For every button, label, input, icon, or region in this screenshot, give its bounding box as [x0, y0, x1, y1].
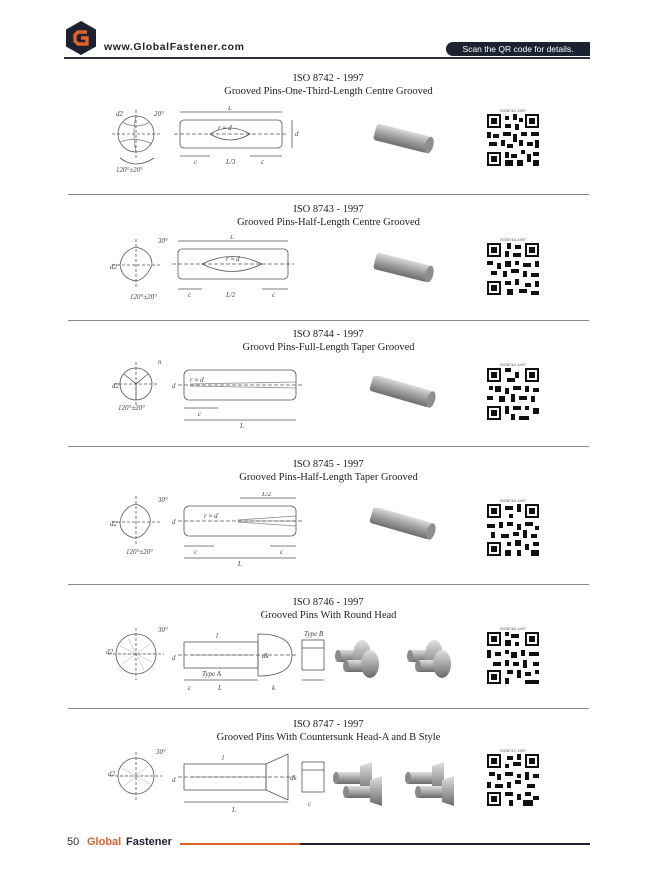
- label-angle: 30°: [158, 237, 168, 245]
- label-d: d: [172, 776, 176, 784]
- label-c: c: [280, 548, 284, 556]
- qr-label: ISO8747-1997: [499, 748, 527, 753]
- label-r: r ≈ d: [190, 376, 204, 384]
- section-divider: [68, 194, 589, 195]
- label-half: L/2: [226, 291, 236, 299]
- footer-brand-global: Global: [87, 836, 122, 848]
- label-l: l: [222, 754, 224, 762]
- qr-code-icon: [487, 114, 539, 166]
- qr-code-icon: [487, 754, 539, 806]
- label-d2: d2: [110, 520, 117, 528]
- part-name: Grooved Pins-One-Third-Length Centre Grooved: [224, 86, 433, 97]
- label-d: d: [172, 382, 176, 390]
- standard-number: ISO 8743 - 1997: [293, 204, 364, 215]
- qr-code[interactable]: [486, 748, 540, 808]
- label-angle-120: 120°±20°: [130, 293, 157, 301]
- site-url[interactable]: www.GlobalFastener.com: [104, 41, 245, 53]
- label-type-a: Type A: [202, 670, 221, 678]
- section-title: [68, 203, 589, 229]
- label-angle: 30°: [158, 496, 168, 504]
- label-l: l: [216, 632, 218, 640]
- label-c: c: [188, 291, 192, 299]
- qr-code-icon: [487, 504, 539, 556]
- label-d2: d2: [112, 382, 119, 390]
- label-L: L: [228, 106, 232, 112]
- part-name: Grooved Pins With Round Head: [260, 610, 397, 621]
- label-c: c: [261, 158, 265, 166]
- label-c: c: [188, 684, 192, 692]
- qr-label: ISO8744-1997: [499, 362, 527, 367]
- pin-product-image: [322, 634, 472, 680]
- footer-rule-accent: [180, 843, 300, 845]
- qr-label: ISO8746-1997: [499, 626, 527, 631]
- label-c: c: [272, 291, 276, 299]
- page-number: 50: [67, 836, 80, 848]
- label-d: d: [172, 518, 176, 526]
- section-title: [68, 72, 589, 98]
- qr-code[interactable]: [486, 108, 540, 168]
- technical-drawing: [106, 492, 306, 568]
- label-L: L: [232, 806, 236, 814]
- technical-drawing: [106, 235, 306, 305]
- label-n: n: [158, 358, 162, 366]
- footer-brand-fastener: Fastener: [126, 836, 172, 848]
- qr-code-icon: [487, 368, 539, 420]
- section-divider: [68, 708, 589, 709]
- pin-product-image: [368, 253, 438, 283]
- label-k: k: [272, 684, 276, 692]
- part-name: Groovd Pins-Full-Length Taper Grooved: [242, 342, 415, 353]
- pin-product-image: [366, 508, 440, 540]
- standard-number: ISO 8747 - 1997: [293, 719, 364, 730]
- label-d2: d2: [110, 263, 117, 271]
- label-angle: 30°: [158, 626, 168, 634]
- label-half: L/2: [262, 492, 272, 498]
- section-title: [68, 718, 589, 744]
- standard-number: ISO 8744 - 1997: [293, 329, 364, 340]
- section-iso-8746: [68, 596, 589, 708]
- qr-label: ISO8742-1997: [499, 108, 527, 113]
- page-footer: [64, 836, 590, 852]
- label-c: c: [194, 548, 198, 556]
- section-iso-8743: [68, 203, 589, 321]
- technical-drawing: [106, 106, 306, 176]
- label-angle-120: 120°±20°: [116, 166, 143, 174]
- label-c: c: [194, 158, 198, 166]
- qr-code[interactable]: [486, 626, 540, 686]
- label-L: L: [218, 684, 222, 692]
- label-d2: d2: [108, 770, 115, 778]
- qr-label: ISO8745-1997: [499, 498, 527, 503]
- label-d: d: [172, 654, 176, 662]
- pin-product-image: [366, 376, 440, 408]
- section-divider: [68, 320, 589, 321]
- section-title: [68, 596, 589, 622]
- section-iso-8747: [68, 718, 589, 830]
- qr-note-badge: Scan the QR code for details.: [446, 42, 590, 56]
- label-angle: 30°: [156, 748, 166, 756]
- label-d2: d2: [106, 648, 113, 656]
- footer-rule: [180, 843, 590, 845]
- label-angle: 20°: [154, 110, 164, 118]
- label-dk: dk: [262, 652, 269, 660]
- qr-label: ISO8743-1997: [499, 237, 527, 242]
- part-name: Grooved Pins With Countersunk Head-A and B Style: [216, 732, 441, 743]
- technical-drawing: [102, 624, 332, 696]
- section-iso-8744: [68, 328, 589, 446]
- label-r: r ≈ d: [226, 255, 240, 263]
- header-rule: [64, 57, 590, 59]
- label-type-b: Type B: [304, 630, 324, 638]
- label-L: L: [230, 235, 234, 241]
- label-r: r ≈ d: [204, 512, 218, 520]
- part-name: Grooved Pins-Half-Length Taper Grooved: [239, 472, 418, 483]
- section-title: [68, 458, 589, 484]
- technical-drawing: [106, 358, 306, 432]
- section-iso-8745: [68, 458, 589, 584]
- label-dk: dk: [290, 774, 297, 782]
- global-fastener-logo: [64, 20, 98, 56]
- label-c: c: [308, 800, 312, 808]
- qr-code-icon: [487, 243, 539, 295]
- label-angle-120: 120°±20°: [126, 548, 153, 556]
- qr-code-icon: [487, 632, 539, 684]
- label-r: r ≈ d: [218, 124, 232, 132]
- part-name: Grooved Pins-Half-Length Centre Grooved: [237, 217, 420, 228]
- standard-number: ISO 8745 - 1997: [293, 459, 364, 470]
- section-iso-8742: [68, 72, 589, 196]
- standard-number: ISO 8742 - 1997: [293, 73, 364, 84]
- label-c: c: [198, 410, 202, 418]
- label-d2: d2: [116, 110, 123, 118]
- page-header: [0, 0, 659, 64]
- standard-number: ISO 8746 - 1997: [293, 597, 364, 608]
- label-L: L: [238, 560, 242, 568]
- label-d: d: [295, 130, 299, 138]
- technical-drawing: [102, 746, 332, 818]
- section-divider: [68, 584, 589, 585]
- label-angle-120: 120°±20°: [118, 404, 145, 412]
- pin-product-image: [322, 758, 472, 806]
- label-third: L/3: [226, 158, 236, 166]
- qr-code[interactable]: [486, 498, 540, 558]
- qr-code[interactable]: [486, 362, 540, 422]
- pin-product-image: [368, 124, 438, 154]
- section-title: [68, 328, 589, 354]
- label-L: L: [240, 422, 244, 430]
- section-divider: [68, 446, 589, 447]
- qr-code[interactable]: [486, 237, 540, 297]
